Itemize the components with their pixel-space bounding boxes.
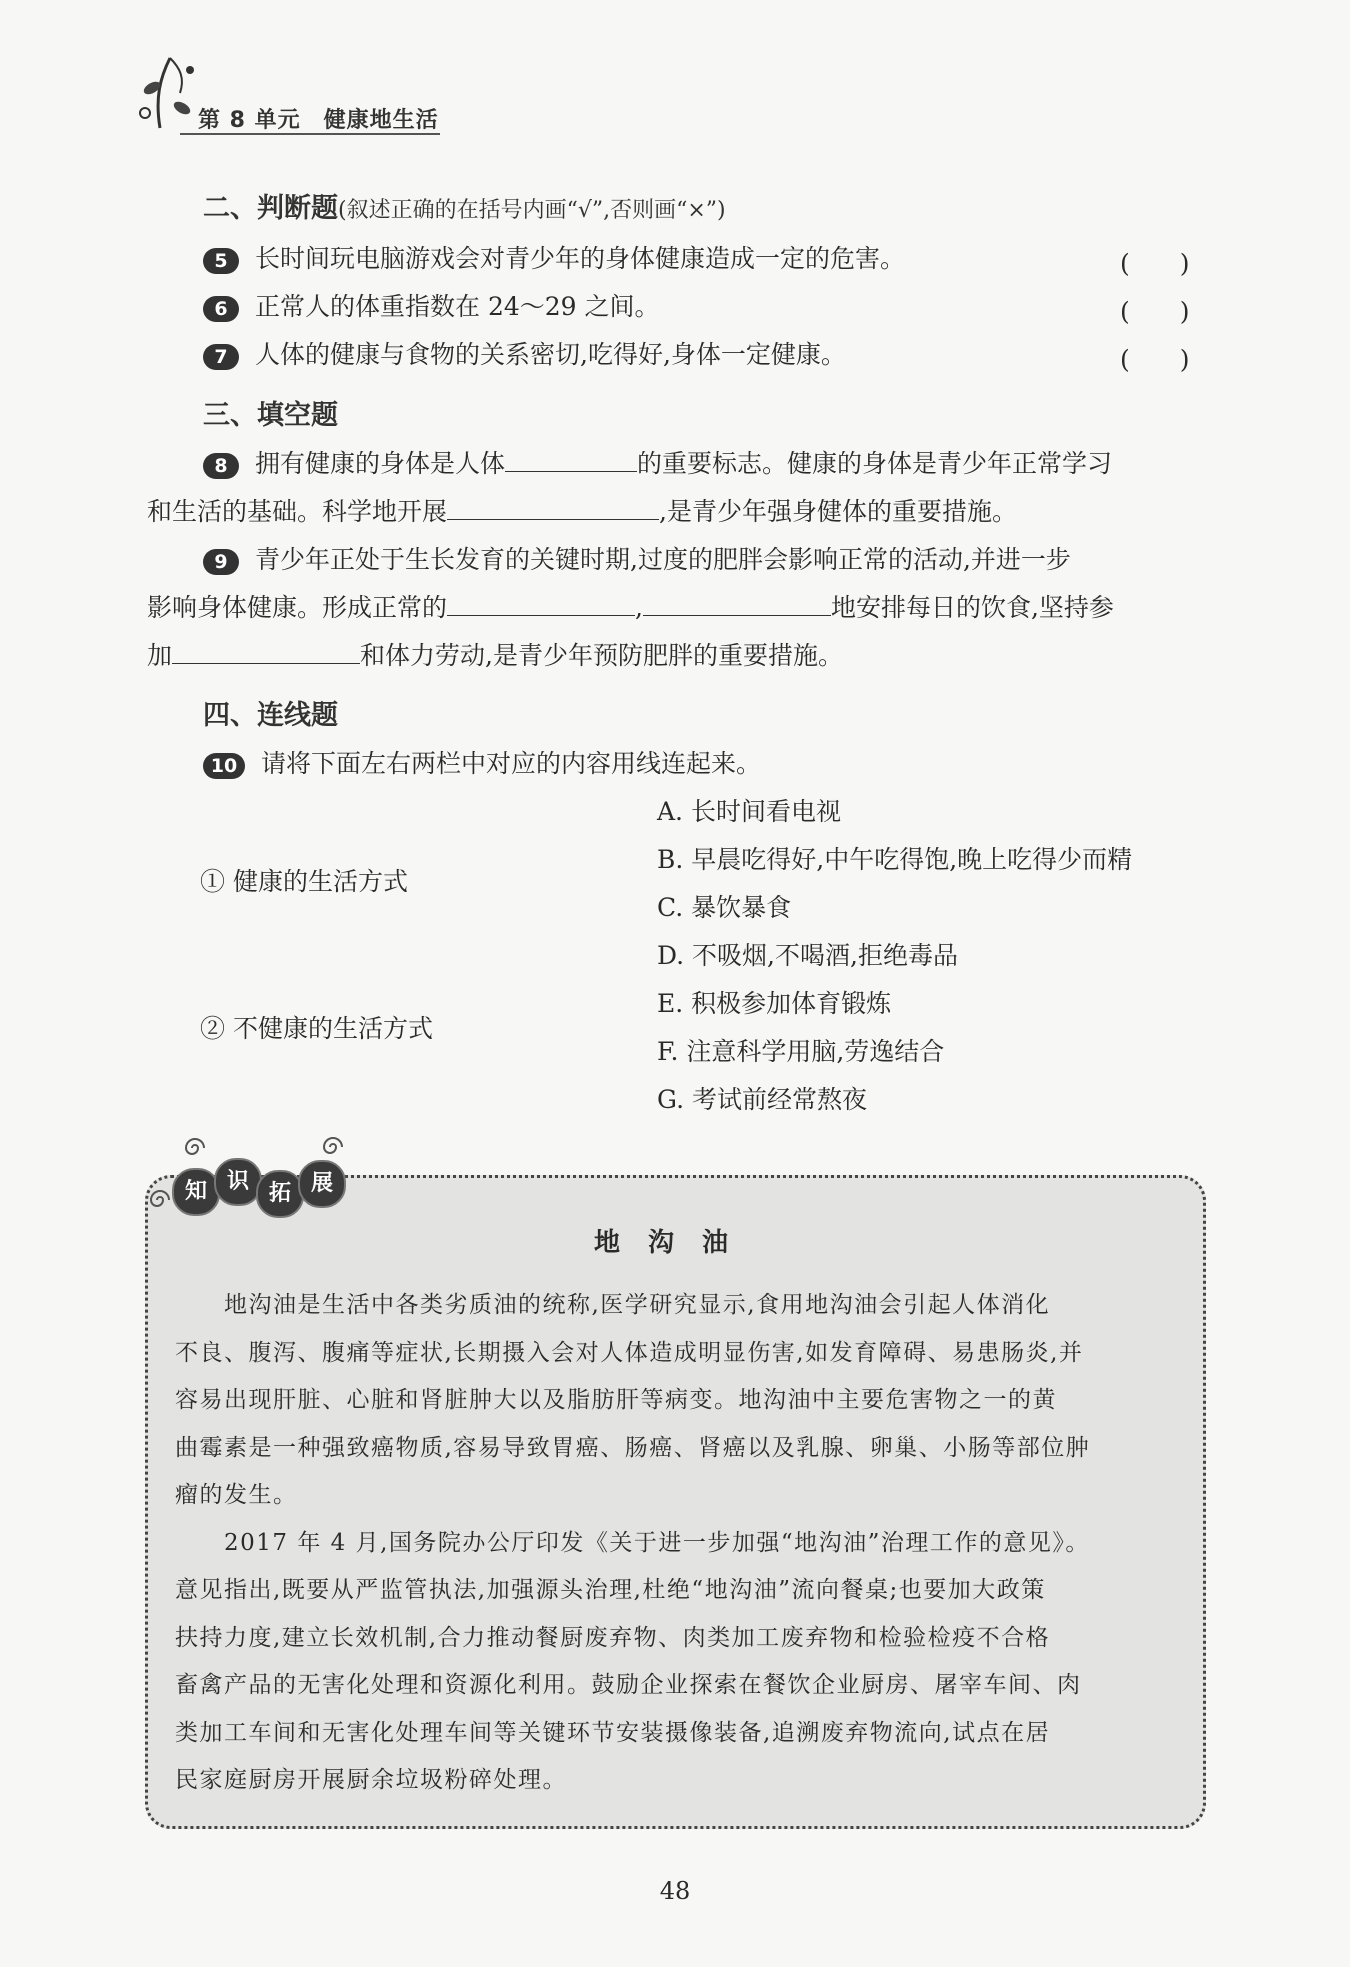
section-title-matching: 四、连线题 (203, 700, 338, 731)
match-right-b[interactable]: B. 早晨吃得好,中午吃得饱,晚上吃得少而精 (657, 845, 1133, 874)
answer-blank[interactable] (447, 591, 635, 616)
knowledge-line: 民家庭厨房开展厨余垃圾粉碎处理。 (175, 1767, 567, 1793)
chapter-header: 第 8 单元 健康地生活 (198, 108, 439, 133)
question-6: 6 正常人的体重指数在 24～29 之间。 (203, 290, 660, 324)
knowledge-line: 地沟油是生活中各类劣质油的统称,医学研究显示,食用地沟油会引起人体消化 (175, 1292, 1051, 1318)
answer-blank[interactable] (172, 639, 360, 664)
question-10: 10 请将下面左右两栏中对应的内容用线连起来。 (203, 747, 761, 781)
page-number: 48 (659, 1877, 691, 1905)
question-9-line1: 9 青少年正处于生长发育的关键时期,过度的肥胖会影响正常的活动,并进一步 (203, 543, 1071, 577)
badge-char: 展 (298, 1160, 346, 1208)
swirl-decoration-icon (145, 1185, 175, 1215)
answer-bracket-7[interactable]: ( ) (1120, 345, 1190, 374)
knowledge-line: 不良、腹泻、腹痛等症状,长期摄入会对人体造成明显伤害,如发育障碍、易患肠炎,并 (175, 1339, 1084, 1366)
question-number-badge: 8 (203, 453, 239, 479)
knowledge-title: 地沟油 (593, 1228, 756, 1258)
question-number-badge: 6 (203, 296, 239, 322)
badge-char: 识 (214, 1158, 262, 1206)
match-left-2[interactable]: ② 不健康的生活方式 (200, 1014, 433, 1043)
knowledge-line: 容易出现肝脏、心脏和肾脏肿大以及脂肪肝等病变。地沟油中主要危害物之一的黄 (175, 1387, 1057, 1413)
knowledge-line: 类加工车间和无害化处理车间等关键环节安装摄像装备,追溯废弃物流向,试点在居 (175, 1719, 1051, 1746)
answer-blank[interactable] (505, 447, 637, 472)
knowledge-line: 意见指出,既要从严监管执法,加强源头治理,杜绝“地沟油”流向餐桌;也要加大政策 (175, 1577, 1046, 1603)
knowledge-line: 瘤的发生。 (175, 1482, 298, 1508)
knowledge-badge (172, 1158, 352, 1218)
question-9-line2: 影响身体健康。形成正常的 , 地安排每日的饮食,坚持参 (147, 593, 1114, 622)
header-divider (180, 133, 440, 135)
answer-bracket-6[interactable]: ( ) (1120, 297, 1190, 326)
knowledge-body (175, 1282, 1185, 1805)
answer-blank[interactable] (643, 591, 831, 616)
answer-bracket-5[interactable]: ( ) (1120, 249, 1190, 278)
decorative-flower-icon (130, 48, 205, 138)
match-right-e[interactable]: E. 积极参加体育锻炼 (657, 989, 892, 1018)
question-number-badge: 5 (203, 248, 239, 274)
match-right-f[interactable]: F. 注意科学用脑,劳逸结合 (657, 1037, 945, 1066)
knowledge-line: 曲霉素是一种强致癌物质,容易导致胃癌、肠癌、肾癌以及乳腺、卵巢、小肠等部位肿 (175, 1434, 1091, 1461)
knowledge-line: 畜禽产品的无害化处理和资源化利用。鼓励企业探索在餐饮企业厨房、屠宰车间、肉 (175, 1672, 1082, 1698)
badge-char: 知 (172, 1168, 220, 1216)
question-8-line1: 8 拥有健康的身体是人体 的重要标志。健康的身体是青少年正常学习 (203, 447, 1112, 481)
knowledge-line: 扶持力度,建立长效机制,合力推动餐厨废弃物、肉类加工废弃物和检验检疫不合格 (175, 1624, 1051, 1651)
question-number-badge: 7 (203, 344, 239, 370)
match-right-c[interactable]: C. 暴饮暴食 (657, 893, 792, 922)
question-number-badge: 10 (203, 753, 245, 779)
question-7: 7 人体的健康与食物的关系密切,吃得好,身体一定健康。 (203, 338, 846, 372)
match-right-g[interactable]: G. 考试前经常熬夜 (657, 1085, 867, 1114)
question-9-line3: 加 和体力劳动,是青少年预防肥胖的重要措施。 (147, 641, 843, 670)
knowledge-line: 2017 年 4 月,国务院办公厅印发《关于进一步加强“地沟油”治理工作的意见》。 (175, 1529, 1090, 1556)
question-number-badge: 9 (203, 549, 239, 575)
badge-char: 拓 (256, 1170, 304, 1218)
match-right-d[interactable]: D. 不吸烟,不喝酒,拒绝毒品 (657, 941, 958, 970)
match-left-1[interactable]: ① 健康的生活方式 (200, 867, 408, 896)
question-5: 5 长时间玩电脑游戏会对青少年的身体健康造成一定的危害。 (203, 242, 905, 276)
match-right-a[interactable]: A. 长时间看电视 (657, 797, 841, 826)
answer-blank[interactable] (447, 495, 659, 520)
question-8-line2: 和生活的基础。科学地开展 ,是青少年强身健体的重要措施。 (147, 497, 1017, 526)
section-title-judgment: 二、判断题(叙述正确的在括号内画“√”,否则画“×”) (203, 193, 726, 224)
section-title-fill-blank: 三、填空题 (203, 400, 338, 431)
